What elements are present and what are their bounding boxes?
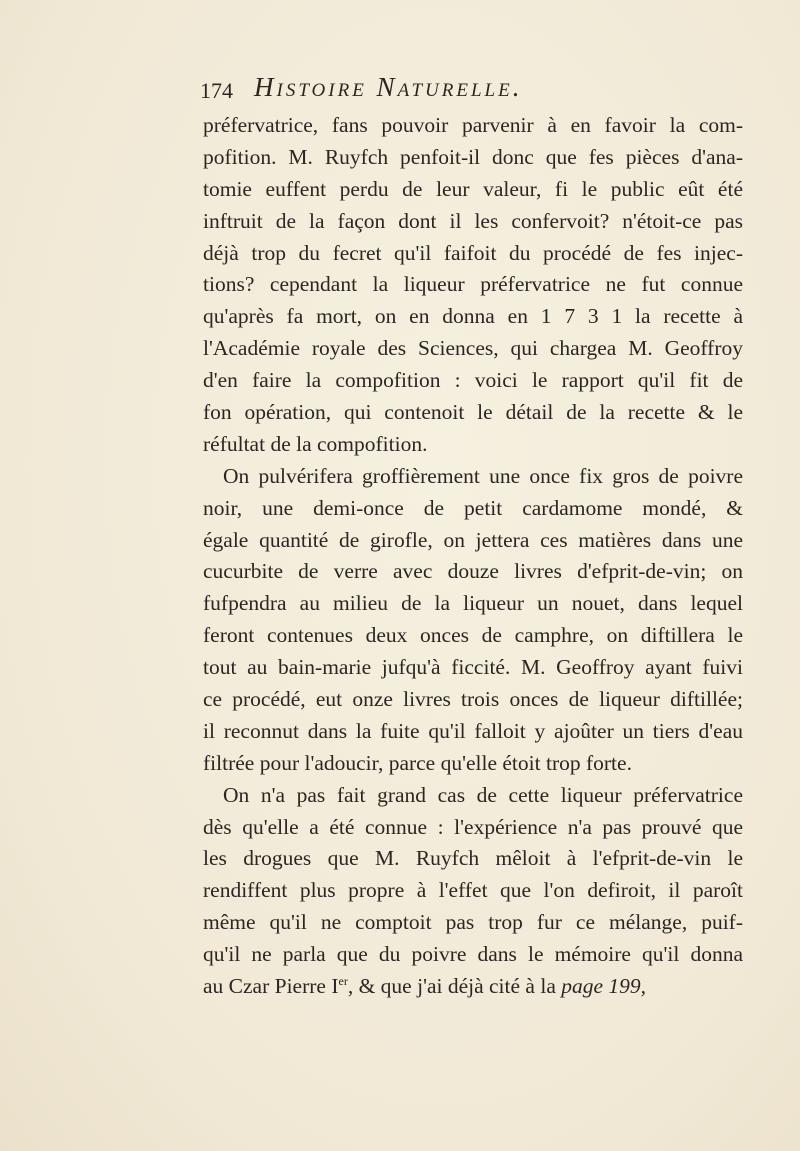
text-line: On n'a pas fait grand cas de cette liqueur préfervatrice — [223, 782, 743, 807]
text-line: les drogues que M. Ruyfch mêloit à l'efprit-de-vin le — [203, 846, 743, 871]
text-line: il reconnut dans la fuite qu'il falloit y ajoûter un tiers d'eau — [203, 718, 743, 743]
final-line-start: au Czar Pierre I — [203, 974, 339, 999]
text-line: d'en faire la compofition : voici le rapport qu'il fit de — [203, 368, 743, 393]
final-line-middle: , & que j'ai déjà cité à la — [347, 974, 562, 999]
text-line: rendiffent plus propre à l'effet que l'on defiroit, il paroît — [203, 878, 743, 903]
text-line-final — [203, 971, 743, 1003]
text-line: cucurbite de verre avec douze livres d'efprit-de-vin; on — [203, 559, 743, 584]
text-line: égale quantité de girofle, on jettera ces matières dans une — [203, 527, 743, 552]
text-line: ce procédé, eut onze livres trois onces de liqueur diftillée; — [203, 687, 743, 712]
text-line: l'Académie royale des Sciences, qui chargea M. Geoffroy — [203, 336, 743, 361]
text-line: déjà trop du fecret qu'il faifoit du procédé de fes injec- — [203, 240, 743, 265]
page-reference: page 199, — [561, 974, 647, 999]
text-line: feront contenues deux onces de camphre, on diftillera le — [203, 623, 743, 648]
text-line: réfultat de la compofition. — [203, 431, 428, 456]
text-line: tout au bain-marie jufqu'à ficcité. M. Geoffroy ayant fuivi — [203, 655, 743, 680]
running-title: Histoire Naturelle. — [254, 72, 523, 102]
text-line: filtrée pour l'adoucir, parce qu'elle étoit trop forte. — [203, 750, 632, 775]
text-line: dès qu'elle a été connue : l'expérience n'a pas prouvé que — [203, 814, 743, 839]
text-line: qu'il ne parla que du poivre dans le mémoire qu'il donna — [203, 942, 743, 967]
text-line: qu'après fa mort, on en donna en 1 7 3 1 la recette à — [203, 304, 743, 329]
text-line: fufpendra au milieu de la liqueur un nouet, dans lequel — [203, 591, 743, 616]
text-line: tions? cependant la liqueur préfervatrice ne fut connue — [203, 272, 743, 297]
text-line: pofition. M. Ruyfch penfoit-il donc que fes pièces d'ana- — [203, 144, 743, 169]
body-text — [203, 110, 743, 1003]
text-line: noir, une demi-once de petit cardamome mondé, & — [203, 495, 743, 520]
text-line: même qu'il ne comptoit pas trop fur ce mélange, puif- — [203, 910, 743, 935]
text-line: préfervatrice, fans pouvoir parvenir à en favoir la com- — [203, 113, 743, 137]
ordinal-superscript: er — [338, 973, 348, 988]
text-line: inftruit de la façon dont il les confervoit? n'étoit-ce pas — [203, 208, 743, 233]
page-header — [200, 72, 640, 108]
text-line: On pulvérifera groffièrement une once fix gros de poivre — [223, 463, 743, 488]
text-line: tomie euffent perdu de leur valeur, fi le public eût été — [203, 176, 743, 201]
text-line: fon opération, qui contenoit le détail de la recette & le — [203, 400, 743, 425]
page-number: 174 — [200, 78, 233, 103]
